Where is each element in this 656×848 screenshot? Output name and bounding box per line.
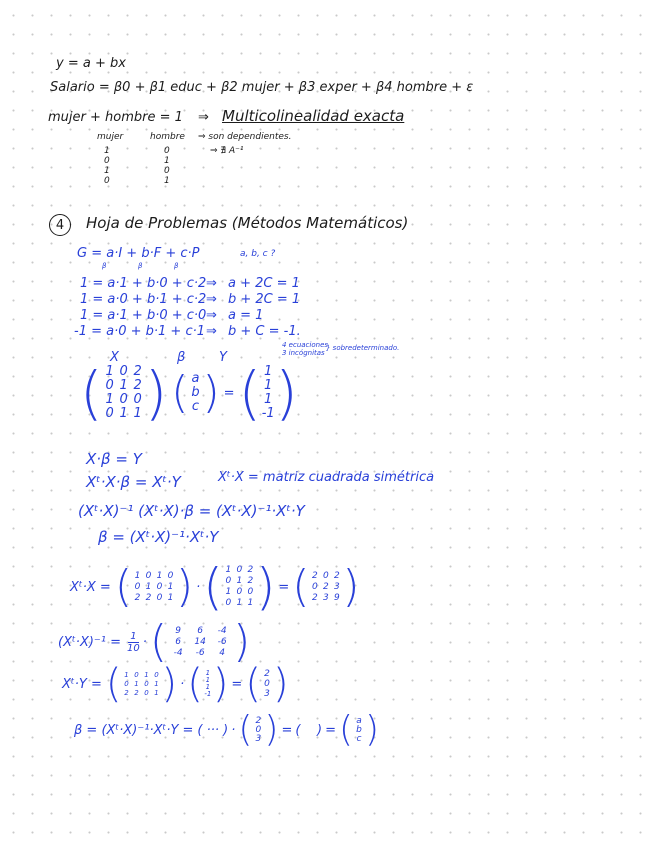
paren-right: ): [144, 359, 168, 427]
xtx-label: Xᵗ·X =: [70, 579, 111, 595]
derivation-line-2: Xᵗ·X·β = Xᵗ·Y: [86, 473, 181, 491]
equals-sign: =: [325, 722, 336, 738]
section-title: Hoja de Problemas (Métodos Matemáticos): [86, 214, 409, 232]
matrix-cell: 4: [219, 647, 225, 658]
matrix-cell: 1: [119, 406, 128, 421]
matrix-cell: 0: [134, 670, 139, 679]
matrix-cell: 2: [247, 576, 254, 586]
paren-right: ): [161, 661, 178, 707]
matrix-cell: 1: [156, 570, 163, 581]
matrix-cell: 1: [236, 598, 243, 608]
paren-right: ): [212, 661, 229, 707]
matrix-cell: 2: [145, 592, 152, 603]
paren-left: (: [203, 558, 223, 616]
label-y: Y: [219, 350, 227, 365]
implies-arrow: ⇒: [206, 276, 217, 291]
matrix-cell: 1: [205, 683, 211, 691]
matrix-cell: 2: [264, 669, 270, 679]
matrix-cell: 2: [124, 688, 129, 697]
table-head-hombre: hombre: [150, 132, 185, 142]
matrix-result: [309, 571, 342, 604]
equation-line-2: [80, 292, 206, 307]
matrix-cell: 0: [156, 581, 163, 592]
unknowns-question: a, b, c ?: [240, 249, 276, 259]
xty-product: [62, 661, 289, 707]
paren-right: ): [202, 367, 220, 418]
paren-left: (: [238, 359, 262, 427]
matrix-cell: 0: [105, 378, 114, 393]
matrix-xt: [132, 571, 176, 604]
table-cell: 0: [104, 156, 110, 166]
matrix-system: [80, 359, 298, 427]
matrix-cell: 0: [119, 392, 128, 407]
matrix-cell: 0: [236, 587, 243, 597]
matrix-cell: c: [191, 399, 200, 414]
matrix-cell: 1: [264, 378, 273, 393]
paren-left: (: [245, 661, 261, 707]
matrix-xt: [121, 671, 161, 698]
equation-left: 1 = a·0 + b·1 + c·2: [80, 292, 207, 307]
matrix-cell: 0: [154, 670, 159, 679]
paren-right: ): [342, 561, 360, 612]
problem-number-circle: [49, 214, 71, 236]
matrix-cell: 0: [323, 570, 329, 581]
equals-sign: =: [281, 722, 293, 738]
matrix-cell: -1: [204, 690, 212, 698]
matrix-cell: 3: [264, 689, 270, 699]
table-cell: 1: [104, 146, 110, 156]
side-note-overdetermined: } sobredeterminado.: [326, 344, 400, 352]
label-x: X: [110, 350, 119, 365]
equals-sign: =: [231, 676, 243, 692]
matrix-cell: 1: [247, 598, 254, 608]
g-equation: G = a·I + b·F + c·P: [77, 246, 200, 261]
matrix-cell: 2: [134, 592, 141, 603]
matrix-cell: b: [356, 724, 362, 735]
matrix-cell: 2: [312, 592, 318, 603]
matrix-cell: -6: [217, 636, 227, 647]
multicollinearity-label: Multicolinealidad exacta: [222, 107, 405, 125]
paren-left: (: [171, 367, 189, 418]
matrix-cell: 3: [334, 581, 340, 592]
matrix-cell: b: [191, 385, 200, 400]
dot-operator: ·: [180, 676, 185, 692]
matrix-cell: 0: [225, 598, 232, 608]
matrix-cell: a: [356, 715, 362, 726]
paren-left: (: [187, 661, 203, 707]
paren-right: ): [264, 709, 279, 750]
matrix-cell: 1: [225, 587, 232, 597]
side-note-unknowns: 3 incógnitas: [282, 349, 325, 357]
constraint-equation: mujer + hombre = 1: [48, 110, 183, 125]
matrix-cell: c: [356, 733, 362, 744]
tick-mark: β: [174, 262, 179, 270]
placeholder-matrix: ( ··· ): [197, 722, 229, 738]
table-head-mujer: mujer: [97, 132, 124, 142]
side-note-equations: 4 ecuaciones: [282, 341, 329, 349]
vector-beta: [188, 372, 202, 414]
matrix-cell: 1: [167, 581, 174, 592]
matrix-cell: 2: [134, 688, 139, 697]
vector-abc: [353, 717, 365, 744]
equation-right: b + C = -1.: [228, 324, 301, 339]
xty-label: Xᵗ·Y =: [62, 676, 102, 692]
paren-left: (: [292, 561, 310, 612]
matrix-cell: 9: [175, 625, 181, 636]
matrix-cell: 1: [167, 592, 174, 603]
equation-left: 1 = a·1 + b·0 + c·0: [80, 308, 207, 323]
implies-arrow: ⇒: [206, 292, 217, 307]
matrix-inverse: [167, 626, 233, 659]
paren-left: (: [80, 359, 103, 427]
matrix-cell: 2: [133, 378, 142, 393]
matrix-cell: 0: [145, 570, 152, 581]
paren-right: ): [275, 359, 298, 427]
paren-right: ): [365, 709, 380, 750]
matrix-cell: 0: [236, 565, 243, 575]
implies-arrow: ⇒: [206, 308, 217, 323]
note-no-inverse: ⇒ ∄ A⁻¹: [210, 146, 244, 156]
mujer-column: [104, 146, 110, 186]
matrix-cell: 1: [236, 576, 243, 586]
paren-right: ): [233, 616, 251, 667]
matrix-cell: 1: [145, 581, 152, 592]
matrix-cell: -6: [195, 647, 205, 658]
equation-right: a + 2C = 1: [228, 276, 300, 291]
paren-left: (: [149, 616, 168, 667]
table-cell: 1: [164, 156, 170, 166]
hombre-column: [164, 146, 170, 186]
matrix-cell: 2: [323, 581, 329, 592]
matrix-cell: 0: [124, 679, 129, 688]
matrix-cell: 3: [255, 733, 262, 744]
tick-mark: β: [102, 262, 107, 270]
matrix-cell: 1: [264, 364, 273, 379]
matrix-cell: 1: [134, 570, 141, 581]
matrix-cell: 2: [133, 364, 142, 379]
fraction-numerator: 1: [130, 630, 137, 642]
paren-left: (: [114, 561, 132, 612]
matrix-cell: 6: [175, 636, 181, 647]
matrix-cell: 2: [255, 715, 262, 726]
equation-line-4: [74, 324, 205, 339]
beta-final: [74, 709, 380, 750]
equation-line-3: [80, 308, 206, 323]
inverse-matrix: [58, 616, 251, 667]
matrix-cell: 0: [144, 688, 149, 697]
salary-equation: Salario = β0 + β1 educ + β2 mujer + β3 exper + β4 hombre + ε: [50, 80, 474, 95]
vector-y: [203, 670, 213, 698]
label-beta: β: [177, 350, 186, 365]
matrix-cell: 9: [334, 592, 340, 603]
equation-left: 1 = a·1 + b·0 + c·2: [80, 276, 207, 291]
implies-arrow: ⇒: [198, 110, 209, 125]
table-cell: 0: [164, 146, 170, 156]
equals-sign: =: [223, 385, 235, 401]
dot-operator: ·: [196, 579, 201, 595]
matrix-cell: 1: [124, 670, 129, 679]
equals-sign: =: [278, 579, 290, 595]
paren-left: (: [238, 709, 253, 750]
matrix-cell: 0: [225, 576, 232, 586]
matrix-cell: 1: [144, 670, 149, 679]
fraction: [127, 631, 140, 654]
derivation-line-4: β = (Xᵗ·X)⁻¹·Xᵗ·Y: [98, 528, 219, 546]
fraction-denominator: 10: [127, 642, 140, 654]
matrix-cell: 1: [105, 364, 114, 379]
matrix-cell: a: [191, 371, 200, 386]
matrix-cell: 1: [154, 679, 159, 688]
matrix-cell: 0: [167, 570, 174, 581]
symmetric-note: Xᵗ·X = matriz cuadrada simétrica: [218, 470, 435, 485]
matrix-cell: 0: [312, 581, 318, 592]
matrix-cell: 1: [205, 676, 211, 684]
matrix-cell: 3: [323, 592, 329, 603]
matrix-cell: 2: [247, 565, 254, 575]
matrix-cell: 0: [133, 392, 142, 407]
matrix-cell: 0: [156, 592, 163, 603]
paren-left: (: [338, 709, 354, 750]
dot-operator: ·: [231, 722, 236, 738]
matrix-x: [223, 565, 256, 609]
matrix-cell: 0: [264, 679, 270, 689]
matrix-cell: 0: [255, 724, 262, 735]
matrix-cell: 1: [119, 378, 128, 393]
matrix-cell: 14: [194, 636, 206, 647]
matrix-cell: 1: [154, 688, 159, 697]
matrix-cell: 1: [105, 392, 114, 407]
matrix-cell: 1: [133, 406, 142, 421]
paren-right: ): [175, 561, 194, 612]
equation-line-1: [80, 276, 206, 291]
table-cell: 1: [104, 166, 110, 176]
empty-result: ( ): [295, 722, 323, 738]
regression-simple: y = a + bx: [56, 56, 126, 71]
matrix-cell: 2: [312, 570, 318, 581]
matrix-cell: 0: [134, 581, 141, 592]
vector-xty: [252, 717, 264, 744]
table-cell: 0: [164, 166, 170, 176]
equation-right: a = 1: [228, 308, 264, 323]
matrix-cell: 1: [225, 565, 232, 575]
problem-number: 4: [55, 217, 65, 233]
matrix-cell: -1: [261, 406, 275, 421]
inverse-label: (Xᵗ·X)⁻¹ =: [58, 634, 122, 650]
tick-mark: β: [138, 262, 143, 270]
matrix-cell: 1: [205, 669, 211, 677]
paren-left: (: [105, 661, 122, 707]
matrix-cell: 1: [264, 392, 273, 407]
matrix-cell: -4: [217, 625, 227, 636]
paren-right: ): [255, 558, 276, 616]
matrix-cell: 0: [105, 406, 114, 421]
derivation-line-3: (Xᵗ·X)⁻¹ (Xᵗ·X)·β = (Xᵗ·X)⁻¹·Xᵗ·Y: [78, 502, 305, 520]
matrix-cell: 6: [197, 625, 203, 636]
matrix-cell: 0: [247, 587, 254, 597]
implies-arrow: ⇒: [206, 324, 217, 339]
vector-y: [261, 365, 275, 421]
table-cell: 0: [104, 176, 110, 186]
dot-operator: ·: [142, 634, 147, 650]
matrix-cell: 1: [134, 679, 139, 688]
matrix-cell: 0: [144, 679, 149, 688]
xtx-product: [70, 558, 360, 616]
equation-left: -1 = a·0 + b·1 + c·1: [74, 324, 206, 339]
matrix-x: [103, 365, 145, 421]
paren-right: ): [272, 661, 289, 707]
derivation-line-1: X·β = Y: [86, 450, 142, 468]
matrix-cell: -4: [173, 647, 183, 658]
beta-final-label: β = (Xᵗ·X)⁻¹·Xᵗ·Y =: [74, 722, 194, 738]
note-dependent: ⇒ son dependientes.: [198, 132, 292, 142]
matrix-cell: 2: [334, 570, 340, 581]
matrix-cell: 0: [119, 364, 128, 379]
table-cell: 1: [164, 176, 170, 186]
equation-right: b + 2C = 1: [228, 292, 301, 307]
vector-result: [261, 669, 273, 699]
